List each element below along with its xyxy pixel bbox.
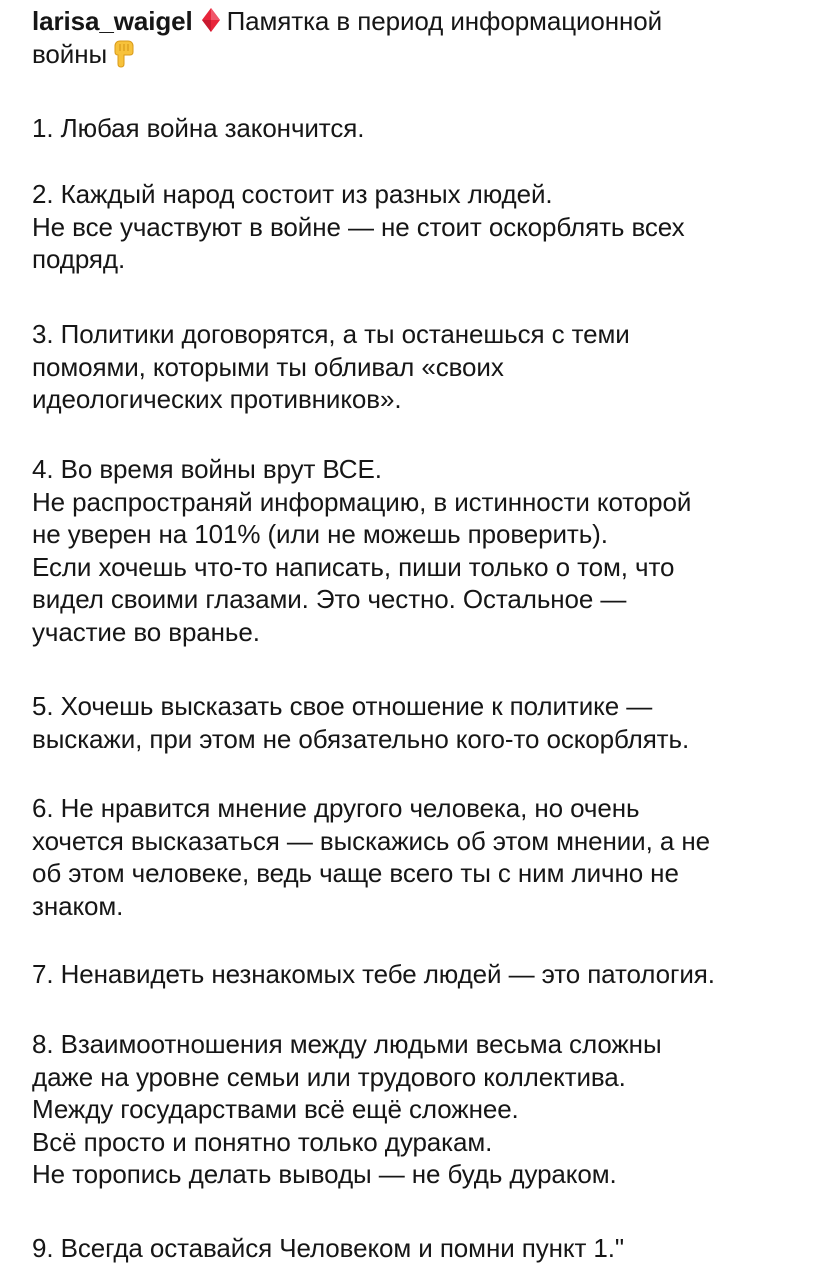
item-text: об этом человеке, ведь чаще всего ты с ним лично не	[32, 858, 679, 888]
item-text: Не торопись делать выводы — не будь дураком.	[32, 1159, 617, 1189]
item-text: помоями, которыми ты обливал «своих	[32, 351, 504, 382]
item-text: участие во вранье.	[32, 616, 260, 647]
item-text: 4. Во время войны врут ВСЕ.	[32, 454, 382, 484]
post-header	[32, 5, 792, 70]
item-text: 2. Каждый народ состоит из разных людей.	[32, 179, 553, 209]
item-text: идеологических противников».	[32, 384, 402, 414]
list-item-6	[32, 792, 792, 922]
item-text: Не распространяй информацию, в истинности которой	[32, 486, 692, 517]
item-text: 6. Не нравится мнение другого человека, но очень	[32, 793, 640, 823]
item-text: 7. Ненавидеть незнакомых тебе людей — это патология.	[32, 959, 715, 989]
red-diamond-icon	[201, 7, 221, 33]
list-item-9	[32, 1232, 792, 1265]
list-item-3	[32, 318, 792, 416]
list-item-8	[32, 1028, 792, 1191]
item-text: хочется высказаться — выскажись об этом мнении, а не	[32, 825, 710, 856]
header-line-1	[32, 5, 792, 38]
header-line-2	[32, 38, 792, 71]
hand-pointing-down-icon	[113, 40, 135, 68]
item-text: выскажи, при этом не обязательно кого-то оскорблять.	[32, 723, 690, 754]
username-link[interactable]: larisa_waigel	[32, 6, 193, 36]
list-item-1	[32, 112, 792, 145]
post-title-line-1: Памятка в период информационной	[226, 6, 663, 36]
item-text: Всё просто и понятно только дуракам.	[32, 1126, 493, 1157]
item-text: 9. Всегда оставайся Человеком и помни пункт 1."	[32, 1233, 624, 1263]
item-text: Между государствами всё ещё сложнее.	[32, 1094, 519, 1124]
item-text: видел своими глазами. Это честно. Остальное —	[32, 584, 627, 614]
item-text: Не все участвуют в войне — не стоит оскорблять всех	[32, 211, 685, 242]
item-text: 3. Политики договорятся, а ты останешься с теми	[32, 319, 630, 349]
list-item-7	[32, 958, 792, 991]
item-text: 8. Взаимоотношения между людьми весьма сложны	[32, 1029, 662, 1059]
item-text: подряд.	[32, 244, 126, 274]
item-text: даже на уровне семьи или трудового коллектива.	[32, 1061, 626, 1092]
list-item-2	[32, 178, 792, 276]
item-text: не уверен на 101% (или не можешь проверить).	[32, 519, 608, 549]
item-text: Если хочешь что-то написать, пиши только о том, что	[32, 551, 675, 582]
item-text: знаком.	[32, 890, 124, 921]
list-item-5	[32, 690, 792, 755]
list-item-4	[32, 453, 792, 648]
item-text: 1. Любая война закончится.	[32, 113, 365, 143]
post-title-line-2: войны	[32, 38, 108, 69]
item-text: 5. Хочешь высказать свое отношение к политике —	[32, 691, 653, 721]
